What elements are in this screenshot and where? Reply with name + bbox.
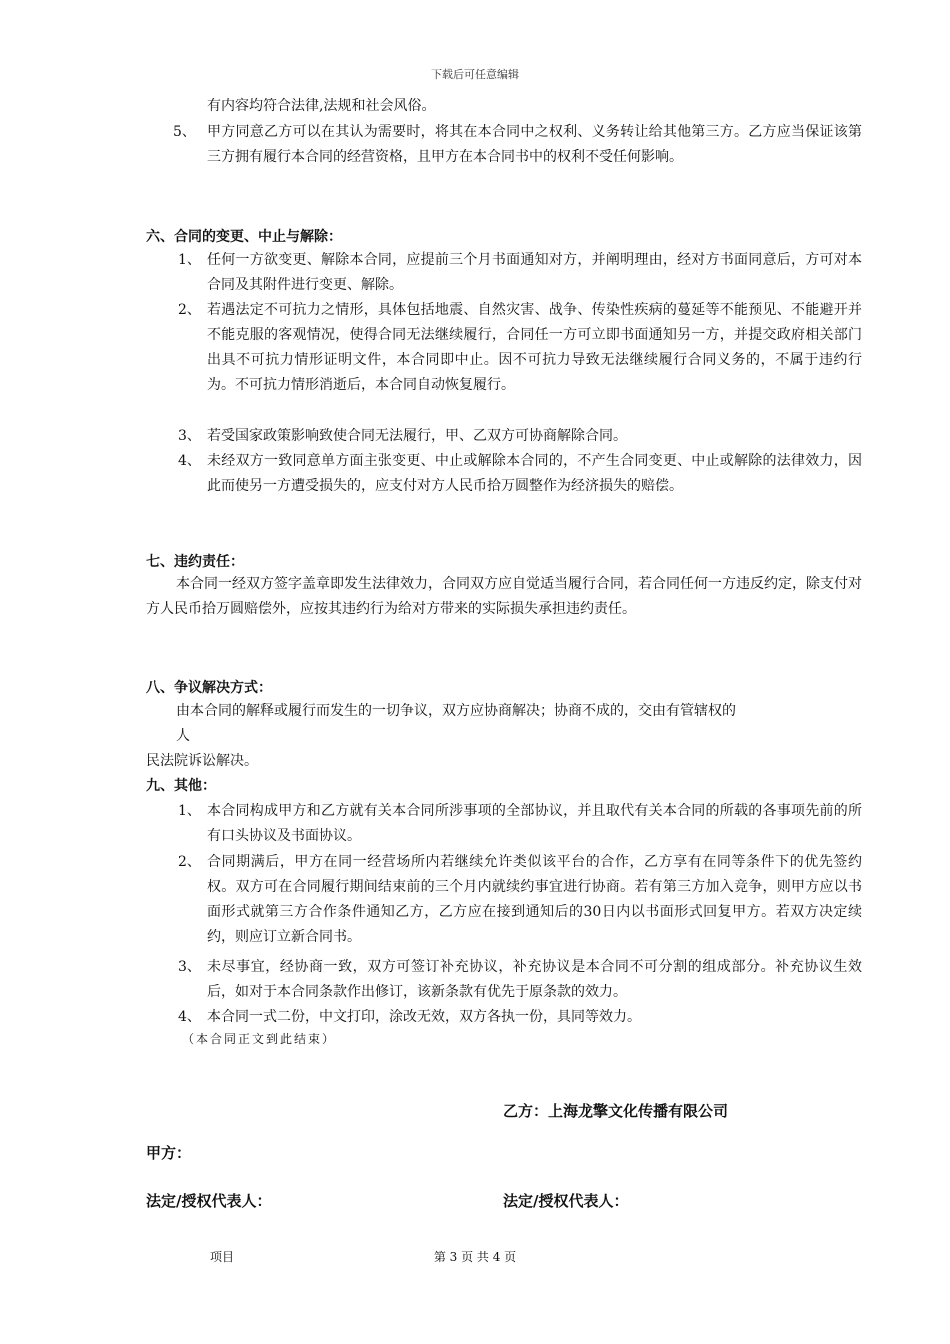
footer-page-number: 第 3 页 共 4 页 [433,1250,517,1264]
section9-item-1-text: 本合同构成甲方和乙方就有关本合同所涉事项的全部协议，并且取代有关本合同的所载的各事项先前的所有口头协议及书面协议。 [207,803,862,844]
section9-item-3-text: 未尽事宜，经协商一致，双方可签订补充协议，补充协议是本合同不可分割的组成部分。补充协议生效后，如对于本合同条款作出修订，该新条款有优先于原条款的效力。 [207,959,862,1000]
section6-item-2-text: 若遇法定不可抗力之情形，具体包括地震、自然灾害、战争、传染性疾病的蔓延等不能预见、不能避开并不能克服的客观情况，使得合同无法继续履行，合同任一方可立即书面通知另一方，并提交政府相关部门出具不可抗力情形证明文件，本合同即中止。因不可抗力导致无法继续履行合同义务的，不属于违约行为。不可抗力情形消逝后，本合同自动恢复履行。 [207,302,862,393]
footer-project-label: 项目 [210,1250,235,1264]
section6-heading: 六、合同的变更、中止与解除： [146,229,342,245]
contract-end-note: （本合同正文到此结束） [182,1032,337,1046]
section8-line-2: 人 [176,728,190,744]
section9-item-4-number: 4、 [178,1009,201,1025]
section6-item-4-text: 未经双方一致同意单方面主张变更、中止或解除本合同的，不产生合同变更、中止或解除的法律效力，因此而使另一方遭受损失的，应支付对方人民币拾万圆整作为经济损失的赔偿。 [207,453,862,494]
party-a-label: 甲方： [146,1144,192,1162]
page-header: 下载后可任意编辑 [431,68,519,81]
section5-item-text: 甲方同意乙方可以在其认为需要时，将其在本合同中之权利、义务转让给其他第三方。乙方应当保证该第三方拥有履行本合同的经营资格，且甲方在本合同书中的权利不受任何影响。 [207,124,862,165]
section9-item-2-number: 2、 [178,854,201,870]
section9-item-4-text: 本合同一式二份，中文打印，涂改无效，双方各执一份，具同等效力。 [207,1009,641,1025]
section5-item-number: 5、 [173,124,196,140]
section8-line-3: 民法院诉讼解决。 [146,753,258,769]
section6-item-1-text: 任何一方欲变更、解除本合同，应提前三个月书面通知对方，并阐明理由，经对方书面同意后，方可对本合同及其附件进行变更、解除。 [207,252,862,293]
section7-heading: 七、违约责任： [146,554,244,570]
section9-item-2-text: 合同期满后，甲方在同一经营场所内若继续允许类似该平台的合作，乙方享有在同等条件下的优先签约权。双方可在合同履行期间结束前的三个月内就续约事宜进行协商。若有第三方加入竞争，则甲方应以书面形式就第三方合作条件通知乙方，乙方应在接到通知后的30日内以书面形式回复甲方。若双方决定续约，则应订立新合同书。 [207,854,862,945]
section8-line-1: 由本合同的解释或履行而发生的一切争议，双方应协商解决；协商不成的，交由有管辖权的 [176,703,736,719]
party-b-name: 乙方：上海龙擎文化传播有限公司 [503,1102,729,1120]
section6-item-1-number: 1、 [178,252,201,268]
section6-item-4-number: 4、 [178,453,201,469]
section6-item-2-number: 2、 [178,302,201,318]
section9-item-1-number: 1、 [178,803,201,819]
party-a-representative: 法定/授权代表人： [146,1192,272,1210]
section5-tail-line: 有内容均符合法律,法规和社会风俗。 [207,98,436,114]
section7-text: 本合同一经双方签字盖章即发生法律效力，合同双方应自觉适当履行合同，若合同任何一方违反约定，除支付对方人民币拾万圆赔偿外，应按其违约行为给对方带来的实际损失承担违约责任。 [146,576,862,617]
section6-item-3-number: 3、 [178,428,201,444]
section9-heading: 九、其他： [146,778,216,794]
section8-heading: 八、争议解决方式： [146,680,272,696]
party-b-representative: 法定/授权代表人： [503,1192,629,1210]
section6-item-3-text: 若受国家政策影响致使合同无法履行，甲、乙双方可协商解除合同。 [207,428,627,444]
section9-item-3-number: 3、 [178,959,201,975]
